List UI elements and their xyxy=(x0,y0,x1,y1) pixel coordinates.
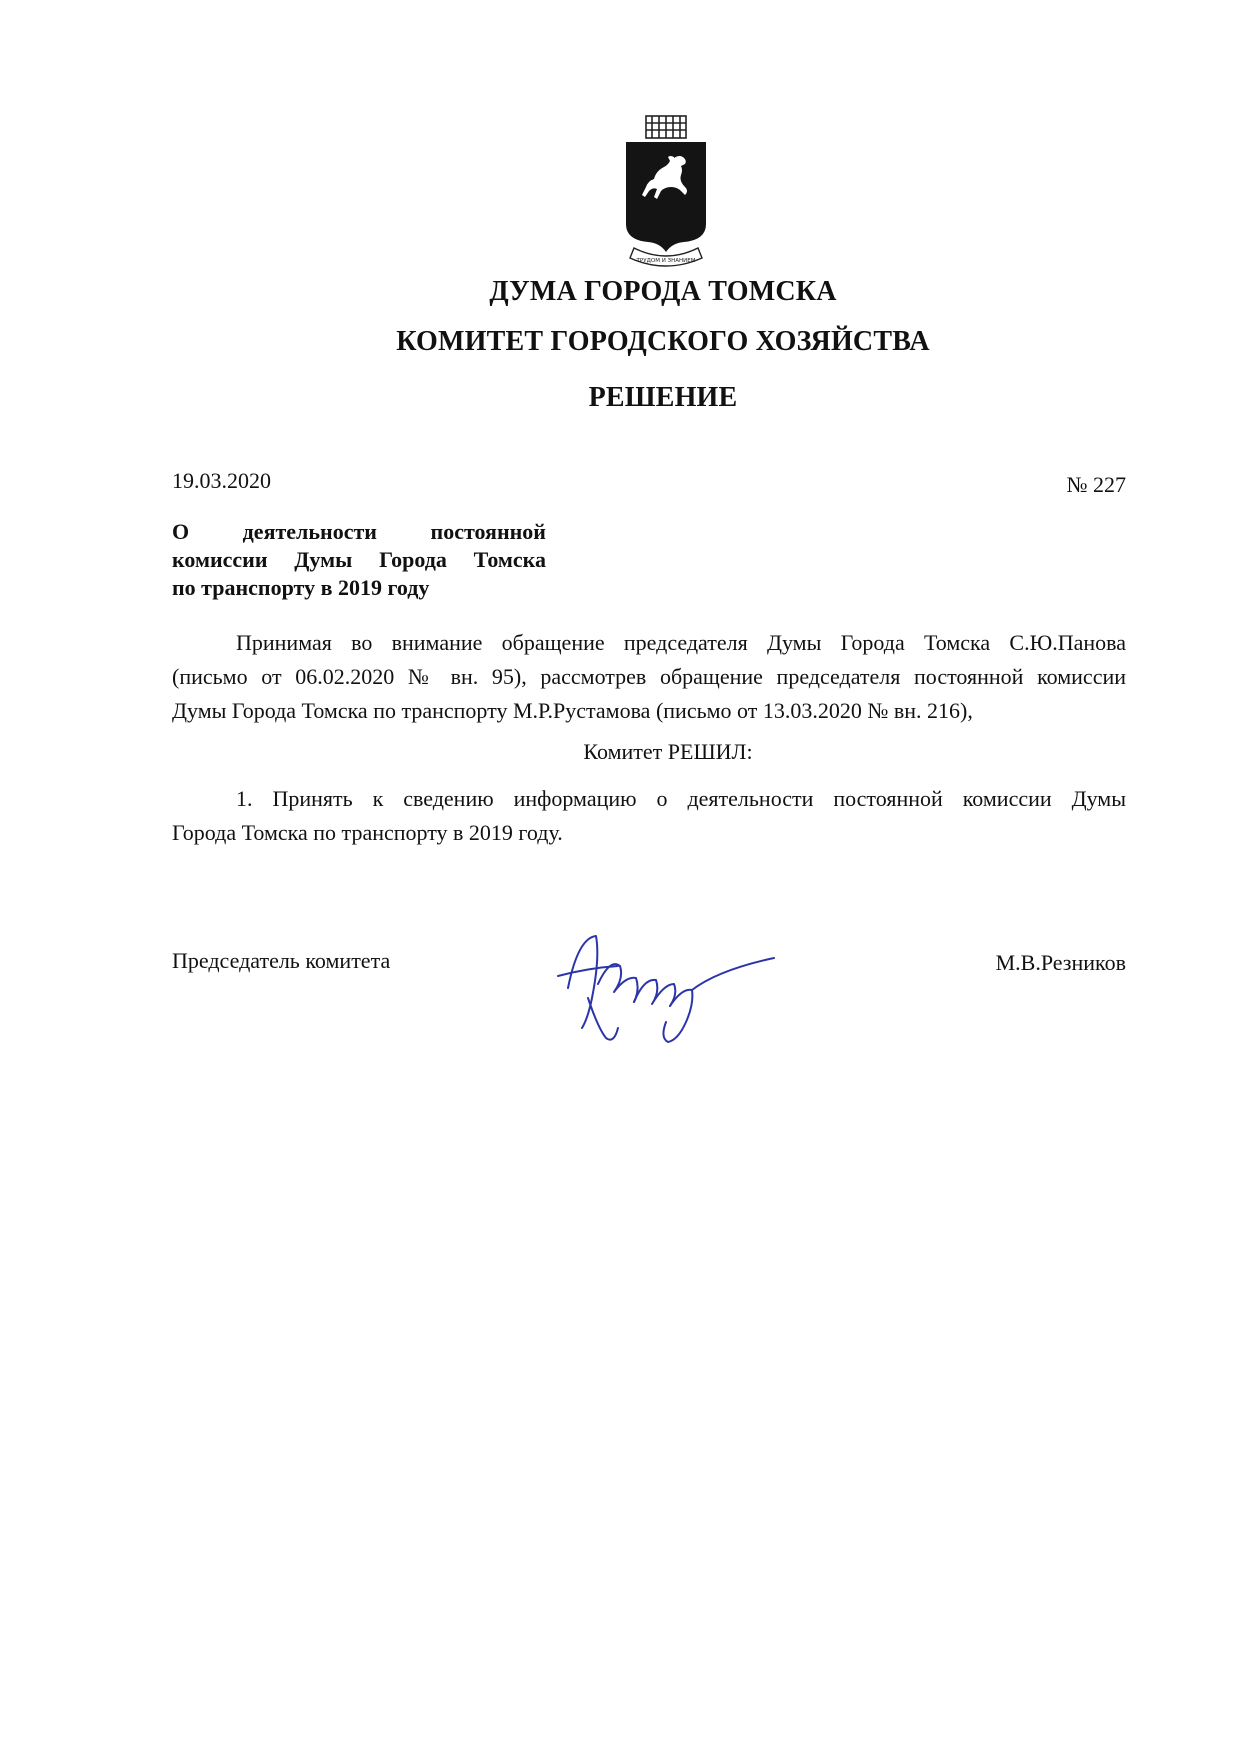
preamble-paragraph xyxy=(172,626,1126,728)
subject-line: комиссии Думы Города Томска xyxy=(172,547,546,572)
signatory-name: М.В.Резников xyxy=(995,950,1126,975)
document-type-title: РЕШЕНИЕ xyxy=(588,382,738,413)
document-subject xyxy=(172,518,546,602)
paragraph-line: Принимая во внимание обращение председателя Думы Города Томска С.Ю.Панова xyxy=(236,630,1126,655)
subject-line: по транспорту в 2019 году xyxy=(172,575,430,600)
subject-line: О деятельности постоянной xyxy=(172,519,546,544)
coat-of-arms-icon xyxy=(616,112,716,272)
paragraph-line: Думы Города Томска по транспорту М.Р.Рустамова (письмо от 13.03.2020 № вн. 216), xyxy=(172,698,973,723)
paragraph-line: Города Томска по транспорту в 2019 году. xyxy=(172,820,563,845)
signatory-title: Председатель комитета xyxy=(172,948,391,973)
svg-text:ТРУДОМ И ЗНАНИЕМ: ТРУДОМ И ЗНАНИЕМ xyxy=(636,258,696,264)
committee-title: КОМИТЕТ ГОРОДСКОГО ХОЗЯЙСТВА xyxy=(396,326,930,357)
document-number: № 227 xyxy=(1066,472,1126,497)
organization-title: ДУМА ГОРОДА ТОМСКА xyxy=(489,276,837,307)
resolved-heading: Комитет РЕШИЛ: xyxy=(583,739,753,764)
paragraph-line: (письмо от 06.02.2020 № вн. 95), рассмотрев обращение председателя постоянной комиссии xyxy=(172,664,1126,689)
handwritten-signature xyxy=(548,918,788,1048)
resolution-item xyxy=(172,782,1126,850)
document-date: 19.03.2020 xyxy=(172,468,271,493)
paragraph-line: 1. Принять к сведению информацию о деятельности постоянной комиссии Думы xyxy=(236,786,1126,811)
